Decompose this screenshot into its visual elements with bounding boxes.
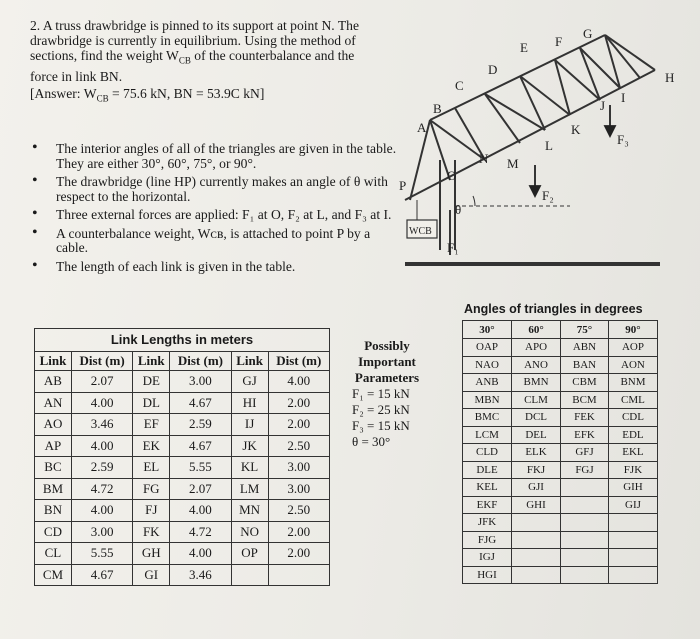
table-cell: 2.59 <box>170 414 231 436</box>
table-cell: FJ <box>133 500 170 522</box>
table-cell <box>561 496 609 514</box>
table-cell: DEL <box>512 426 561 444</box>
table-cell: FKJ <box>512 461 561 479</box>
table-cell: FK <box>133 521 170 543</box>
parameters-heading: Possibly <box>364 338 410 353</box>
hint-item: • Three external forces are applied: F₁ at O, F₂ at L, and F₃ at I. <box>30 208 400 223</box>
parameter-value: F₁ = 15 kN <box>352 386 410 401</box>
table-row <box>35 564 330 586</box>
point-label: G <box>583 26 593 41</box>
force-label: F₃ <box>617 132 629 147</box>
table-cell: 2.07 <box>170 478 231 500</box>
table-cell: NAO <box>463 356 512 374</box>
table-cell: 4.67 <box>71 564 132 586</box>
table-cell <box>512 514 561 532</box>
hint-item: • The length of each link is given in the table. <box>30 260 400 275</box>
table-cell: DL <box>133 392 170 414</box>
table-cell: 2.00 <box>268 392 329 414</box>
table-cell: APO <box>512 339 561 357</box>
table-row <box>35 414 330 436</box>
table-row <box>463 531 658 549</box>
table-cell: ELK <box>512 444 561 462</box>
table-cell: 4.00 <box>268 371 329 393</box>
column-header: 90° <box>608 321 657 339</box>
problem-line: sections, find the weight $W_{CB}$ of the counterbalance and the <box>30 48 355 66</box>
table-cell: EF <box>133 414 170 436</box>
table-row <box>463 426 658 444</box>
table-cell: EK <box>133 435 170 457</box>
table-cell: ANB <box>463 374 512 392</box>
parameters-heading: Parameters <box>354 370 420 385</box>
point-label: K <box>571 122 581 137</box>
column-header: Dist (m) <box>268 352 329 371</box>
table-cell: DLE <box>463 461 512 479</box>
table-cell: CBM <box>561 374 609 392</box>
problem-line: force in link BN. <box>30 68 123 84</box>
table-cell: GIJ <box>608 496 657 514</box>
table-cell: 4.00 <box>170 500 231 522</box>
table-cell: 2.00 <box>268 521 329 543</box>
point-label: I <box>621 90 626 105</box>
point-label: B <box>433 101 442 116</box>
table-row <box>35 435 330 457</box>
table-row <box>463 339 658 357</box>
table-cell: OAP <box>463 339 512 357</box>
point-label: A <box>417 120 427 135</box>
table-cell: BAN <box>561 356 609 374</box>
table-cell: 3.46 <box>71 414 132 436</box>
table-cell: 5.55 <box>170 457 231 479</box>
parameter-value: F₃ = 15 kN <box>352 418 410 433</box>
table-row <box>463 496 658 514</box>
table-cell: 4.00 <box>71 500 132 522</box>
table-cell: AP <box>35 435 72 457</box>
table-cell: CLM <box>512 391 561 409</box>
hint-item: • A counterbalance weight, Wᴄʙ, is attached to point P by a cable. <box>30 227 400 256</box>
table-cell: 2.00 <box>268 414 329 436</box>
table-cell: AON <box>608 356 657 374</box>
weight-label: WCB <box>409 226 432 237</box>
column-header: Dist (m) <box>170 352 231 371</box>
point-label: D <box>488 62 498 77</box>
link-lengths-table <box>34 328 330 586</box>
table-cell <box>561 514 609 532</box>
table-row <box>463 409 658 427</box>
table-cell: HI <box>231 392 268 414</box>
hint-item: • The interior angles of all of the triangles are given in the table. They are either 30°, 60°, 75°, or 90°. <box>30 142 400 171</box>
table-cell: CM <box>35 564 72 586</box>
table-cell: GI <box>133 564 170 586</box>
table-cell: OP <box>231 543 268 565</box>
table-cell: DCL <box>512 409 561 427</box>
table-cell: 4.00 <box>71 392 132 414</box>
table-cell <box>608 531 657 549</box>
table-cell: CML <box>608 391 657 409</box>
table-cell: 3.00 <box>268 478 329 500</box>
table-cell: ABN <box>561 339 609 357</box>
table-cell: JK <box>231 435 268 457</box>
table-cell: BNM <box>608 374 657 392</box>
table-cell: 4.67 <box>170 392 231 414</box>
column-header: 30° <box>463 321 512 339</box>
table-cell: EDL <box>608 426 657 444</box>
table-cell: FEK <box>561 409 609 427</box>
table-cell: HGI <box>463 566 512 584</box>
table-cell: AB <box>35 371 72 393</box>
table-cell: JFK <box>463 514 512 532</box>
arrowhead <box>605 126 615 136</box>
parameters-heading: Important <box>358 354 416 369</box>
truss-member <box>430 120 485 160</box>
table-cell: AN <box>35 392 72 414</box>
table-cell: EL <box>133 457 170 479</box>
table-cell: BM <box>35 478 72 500</box>
table-cell: FJG <box>463 531 512 549</box>
table-cell: BC <box>35 457 72 479</box>
table-header-row <box>463 321 658 339</box>
hint-list <box>30 142 400 278</box>
table-row <box>463 356 658 374</box>
table-cell: EKF <box>463 496 512 514</box>
point-label: O <box>447 168 457 183</box>
table-cell <box>561 479 609 497</box>
column-header: Link <box>231 352 268 371</box>
table-cell: MBN <box>463 391 512 409</box>
angles-table-title: Angles of triangles in degrees <box>464 302 643 316</box>
table-cell: ANO <box>512 356 561 374</box>
table-title: Link Lengths in meters <box>34 328 330 351</box>
table-cell: 4.72 <box>170 521 231 543</box>
table-cell: MN <box>231 500 268 522</box>
table-row <box>35 521 330 543</box>
truss-member <box>485 94 520 143</box>
table-row <box>463 479 658 497</box>
table-cell: BMC <box>463 409 512 427</box>
table-cell: FG <box>133 478 170 500</box>
column-header: Link <box>133 352 170 371</box>
table-cell: AOP <box>608 339 657 357</box>
table-cell: EKL <box>608 444 657 462</box>
parameter-value: F₂ = 25 kN <box>352 402 410 417</box>
table-cell <box>608 566 657 584</box>
ground-line <box>405 262 660 266</box>
point-label: F <box>555 34 563 49</box>
table-cell: 3.00 <box>170 371 231 393</box>
table-cell: GJ <box>231 371 268 393</box>
table-cell: AO <box>35 414 72 436</box>
table-cell: 2.07 <box>71 371 132 393</box>
table-cell: GHI <box>512 496 561 514</box>
table-cell: GFJ <box>561 444 609 462</box>
table-cell: 2.50 <box>268 435 329 457</box>
table-cell: 3.00 <box>268 457 329 479</box>
table-row <box>463 549 658 567</box>
table-cell: 2.00 <box>268 543 329 565</box>
point-label: J <box>600 98 606 113</box>
angle-arc <box>473 196 475 206</box>
truss-member <box>520 76 570 115</box>
table-cell: GH <box>133 543 170 565</box>
table-cell <box>231 564 268 586</box>
point-label: M <box>507 156 519 171</box>
table-cell: IJ <box>231 414 268 436</box>
angles-table <box>462 320 658 584</box>
table-cell: KL <box>231 457 268 479</box>
table-cell: DE <box>133 371 170 393</box>
problem-line: 2. A truss drawbridge is pinned to its support at point N. The <box>30 18 359 33</box>
table-cell: 4.72 <box>71 478 132 500</box>
point-label: L <box>545 138 553 153</box>
force-label: F₂ <box>542 188 554 203</box>
table-cell <box>561 531 609 549</box>
table-row <box>35 543 330 565</box>
table-cell: 3.00 <box>71 521 132 543</box>
table-header-row <box>35 352 330 371</box>
table-cell: GIH <box>608 479 657 497</box>
table-cell: IGJ <box>463 549 512 567</box>
point-label: P <box>399 178 407 193</box>
truss-member <box>555 60 570 115</box>
table-cell: CLD <box>463 444 512 462</box>
column-header: 75° <box>561 321 609 339</box>
table-cell: FGJ <box>561 461 609 479</box>
table-cell: 5.55 <box>71 543 132 565</box>
table-cell: FJK <box>608 461 657 479</box>
table-cell: GJI <box>512 479 561 497</box>
table-cell: LCM <box>463 426 512 444</box>
table-row <box>35 392 330 414</box>
table-cell <box>608 514 657 532</box>
table-cell: NO <box>231 521 268 543</box>
table-cell: 2.50 <box>268 500 329 522</box>
table-cell: BN <box>35 500 72 522</box>
table-row <box>463 374 658 392</box>
table-row <box>35 457 330 479</box>
table-cell: CD <box>35 521 72 543</box>
table-cell <box>512 549 561 567</box>
force-label: F₁ <box>447 240 459 255</box>
truss-diagram <box>395 10 700 300</box>
table-cell: 4.00 <box>170 543 231 565</box>
table-row <box>463 514 658 532</box>
parameter-value: θ = 30° <box>352 434 391 449</box>
table-cell: LM <box>231 478 268 500</box>
arrowhead <box>530 186 540 196</box>
table-cell <box>268 564 329 586</box>
table-row <box>35 371 330 393</box>
table-cell: 4.00 <box>71 435 132 457</box>
table-cell: BCM <box>561 391 609 409</box>
column-header: 60° <box>512 321 561 339</box>
table-cell <box>512 531 561 549</box>
parameters-box <box>342 338 432 450</box>
column-header: Dist (m) <box>71 352 132 371</box>
table-cell <box>512 566 561 584</box>
table-cell <box>561 566 609 584</box>
point-label: E <box>520 40 528 55</box>
table-cell: EFK <box>561 426 609 444</box>
column-header: Link <box>35 352 72 371</box>
table-cell <box>561 549 609 567</box>
table-row <box>463 566 658 584</box>
table-cell: 3.46 <box>170 564 231 586</box>
table-cell: KEL <box>463 479 512 497</box>
table-row <box>463 444 658 462</box>
angle-label: θ <box>455 202 462 217</box>
table-cell <box>608 549 657 567</box>
point-label: C <box>455 78 464 93</box>
problem-line: drawbridge is currently in equilibrium. Using the method of <box>30 33 356 48</box>
answer-line: [Answer: $W_{CB} = 75.6$ kN, BN = 53.9C kN] <box>30 85 265 104</box>
table-cell: 2.59 <box>71 457 132 479</box>
hint-item: • The drawbridge (line HP) currently makes an angle of θ with respect to the horizontal. <box>30 175 400 204</box>
point-label: N <box>479 151 489 166</box>
problem-statement <box>30 18 402 106</box>
table-row <box>35 500 330 522</box>
point-label: H <box>665 70 675 85</box>
table-cell: 4.67 <box>170 435 231 457</box>
table-row <box>463 391 658 409</box>
table-row <box>35 478 330 500</box>
table-cell: BMN <box>512 374 561 392</box>
table-cell: CDL <box>608 409 657 427</box>
table-cell: CL <box>35 543 72 565</box>
table-row <box>463 461 658 479</box>
